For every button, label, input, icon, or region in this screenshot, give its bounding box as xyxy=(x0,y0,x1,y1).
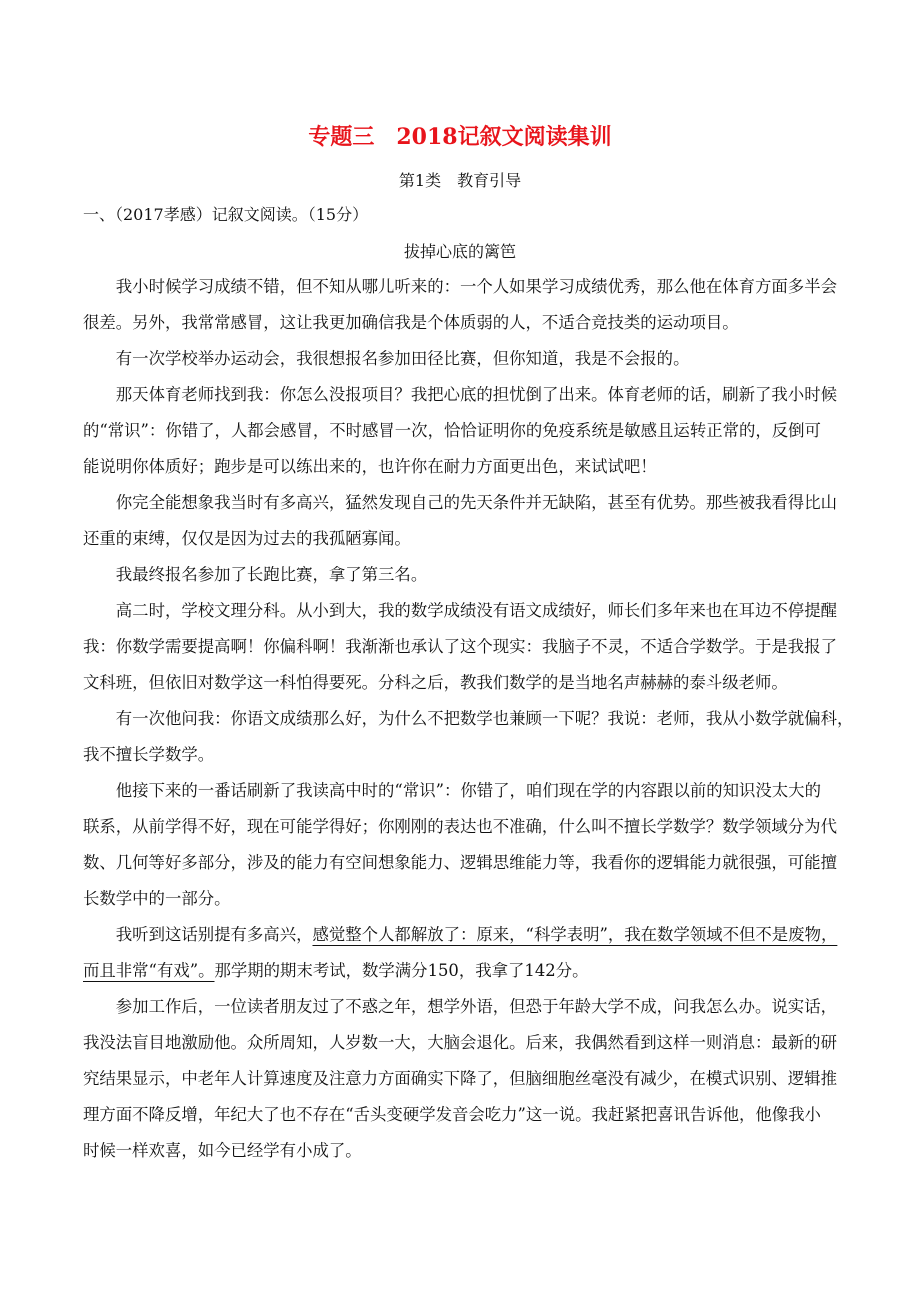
text-segment: 时候一样欢喜，如今已经学有小成了。 xyxy=(83,1141,362,1160)
text-segment: 我最终报名参加了长跑比赛，拿了第三名。 xyxy=(115,565,428,584)
text-segment: 我没法盲目地激励他。众所周知，人岁数一大，大脑会退化。后来，我偶然看到这样一则消息：最新的研 xyxy=(83,1033,837,1052)
text-segment: 长数学中的一部分。 xyxy=(83,889,231,908)
document-title: 专题三 2018记叙文阅读集训 xyxy=(308,124,612,150)
text-segment: 有一次他问我：你语文成绩那么好，为什么不把数学也兼顾一下呢？我说：老师，我从小数学就偏科， xyxy=(115,709,854,728)
text-segment: 理方面不降反增，年纪大了也不存在“舌头变硬学发音会吃力”这一说。我赶紧把喜讯告诉他，他像我小 xyxy=(83,1105,821,1124)
text-line xyxy=(83,1025,843,1061)
text-line xyxy=(83,845,843,881)
text-segment: 我：你数学需要提高啊！你偏科啊！我渐渐也承认了这个现实：我脑子不灵，不适合学数学。于是我报了 xyxy=(83,637,837,656)
text-line xyxy=(83,665,843,701)
text-line xyxy=(83,773,843,809)
text-segment: 究结果显示，中老年人计算速度及注意力方面确实下降了，但脑细胞丝毫没有减少，在模式识别、逻辑推 xyxy=(83,1069,837,1088)
text-line xyxy=(83,917,843,953)
text-segment: 高二时，学校文理分科。从小到大，我的数学成绩没有语文成绩好，师长们多年来也在耳边不停提醒 xyxy=(115,601,837,620)
text-line xyxy=(83,881,843,917)
underlined-text: 而且非常“有戏”。 xyxy=(83,961,215,980)
text-segment: 数、几何等好多部分，涉及的能力有空间想象能力、逻辑思维能力等，我看你的逻辑能力就很强，可能擅 xyxy=(83,853,837,872)
text-line xyxy=(83,521,843,557)
text-line xyxy=(83,377,843,413)
text-line xyxy=(83,1133,843,1169)
text-segment: 那学期的期末考试，数学满分150，我拿了142分。 xyxy=(214,961,589,980)
text-segment: 有一次学校举办运动会，我很想报名参加田径比赛，但你知道，我是不会报的。 xyxy=(115,349,690,368)
article-title: 拔掉心底的篱笆 xyxy=(403,242,516,261)
question-heading: 一、（2017孝感）记叙文阅读。（15分） xyxy=(83,205,369,224)
text-segment: 很差。另外，我常常感冒，这让我更加确信我是个体质弱的人，不适合竞技类的运动项目。 xyxy=(83,313,739,332)
text-line xyxy=(83,305,843,341)
text-line xyxy=(83,413,843,449)
text-segment: 那天体育老师找到我：你怎么没报项目？我把心底的担忧倒了出来。体育老师的话，刷新了我小时候 xyxy=(115,385,837,404)
text-line xyxy=(83,449,843,485)
text-line xyxy=(83,737,843,773)
article-body xyxy=(83,269,854,1169)
text-segment: 文科班，但依旧对数学这一科怕得要死。分科之后，教我们数学的是当地名声赫赫的泰斗级老师。 xyxy=(83,673,788,692)
text-line xyxy=(83,989,843,1025)
category-heading: 第1类 教育引导 xyxy=(398,171,522,190)
text-line xyxy=(83,953,843,989)
text-segment: 能说明你体质好；跑步是可以练出来的，也许你在耐力方面更出色，来试试吧！ xyxy=(83,457,657,476)
text-segment: 他接下来的一番话刷新了我读高中时的“常识”：你错了，咱们现在学的内容跟以前的知识没太大的 xyxy=(115,781,821,800)
text-segment: 我听到这话别提有多高兴， xyxy=(115,925,313,944)
text-segment: 参加工作后，一位读者朋友过了不惑之年，想学外语，但恐于年龄大学不成，问我怎么办。说实话， xyxy=(115,997,837,1016)
text-line xyxy=(83,629,843,665)
underlined-text: 感觉整个人都解放了：原来，“科学表明”，我在数学领域不但不是废物， xyxy=(312,925,838,944)
text-segment: 你完全能想象我当时有多高兴，猛然发现自己的先天条件并无缺陷，甚至有优势。那些被我看得比山 xyxy=(115,493,837,512)
text-line xyxy=(83,701,854,737)
text-segment: 的“常识”：你错了，人都会感冒，不时感冒一次，恰恰证明你的免疫系统是敏感且运转正常的，反倒可 xyxy=(83,421,821,440)
text-segment: 还重的束缚，仅仅是因为过去的我孤陋寡闻。 xyxy=(83,529,411,548)
text-line xyxy=(83,485,843,521)
text-line xyxy=(83,809,843,845)
text-line xyxy=(83,341,843,377)
text-line xyxy=(83,593,843,629)
text-segment: 我小时候学习成绩不错，但不知从哪儿听来的：一个人如果学习成绩优秀，那么他在体育方面多半会 xyxy=(115,277,837,296)
text-line xyxy=(83,1097,843,1133)
text-line xyxy=(83,557,843,593)
text-line xyxy=(83,1061,843,1097)
text-segment: 我不擅长学数学。 xyxy=(83,745,215,764)
text-line xyxy=(83,269,843,305)
text-segment: 联系，从前学得不好，现在可能学得好；你刚刚的表达也不准确，什么叫不擅长学数学？数学领域分为代 xyxy=(83,817,837,836)
